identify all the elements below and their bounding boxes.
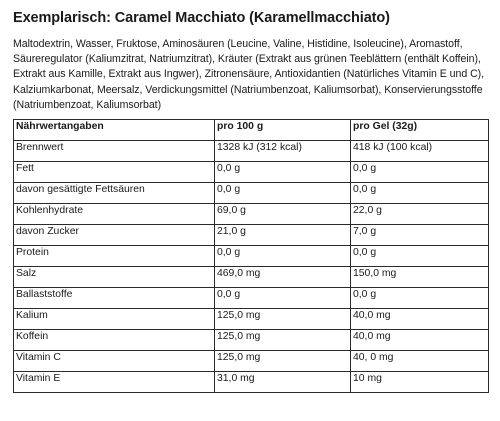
value-per-gel: 7,0 g — [351, 225, 489, 246]
nutrient-name: Koffein — [14, 330, 215, 351]
value-per-100g: 0,0 g — [215, 162, 351, 183]
table-row — [14, 141, 489, 162]
table-row — [14, 288, 489, 309]
nutrient-name: davon gesättigte Fettsäuren — [14, 183, 215, 204]
table-row — [14, 204, 489, 225]
nutrient-name: Protein — [14, 246, 215, 267]
nutrient-name: Fett — [14, 162, 215, 183]
value-per-gel: 0,0 g — [351, 246, 489, 267]
nutrition-table — [13, 119, 489, 393]
header-nutrient: Nährwertangaben — [14, 120, 215, 141]
page-title: Exemplarisch: Caramel Macchiato (Karamellmacchiato) — [13, 10, 390, 26]
value-per-100g: 1328 kJ (312 kcal) — [215, 141, 351, 162]
value-per-100g: 0,0 g — [215, 288, 351, 309]
value-per-gel: 418 kJ (100 kcal) — [351, 141, 489, 162]
table-row — [14, 225, 489, 246]
nutrient-name: Salz — [14, 267, 215, 288]
header-per-100g: pro 100 g — [215, 120, 351, 141]
nutrient-name: Kohlenhydrate — [14, 204, 215, 225]
value-per-gel: 0,0 g — [351, 162, 489, 183]
table-row — [14, 330, 489, 351]
nutrient-name: Vitamin E — [14, 372, 215, 393]
value-per-100g: 0,0 g — [215, 183, 351, 204]
nutrient-name: Kalium — [14, 309, 215, 330]
table-row — [14, 183, 489, 204]
table-row — [14, 351, 489, 372]
table-row — [14, 246, 489, 267]
value-per-100g: 0,0 g — [215, 246, 351, 267]
nutrient-name: Ballaststoffe — [14, 288, 215, 309]
ingredients-line: Säureregulator (Kaliumzitrat, Natriumzitrat), Kräuter (Extrakt aus grünen Teeblättern (enthält Koffein), — [13, 53, 481, 66]
value-per-gel: 0,0 g — [351, 183, 489, 204]
table-row — [14, 267, 489, 288]
ingredients-line: (Natriumbenzoat, Kaliumsorbat) — [13, 98, 162, 111]
value-per-100g: 69,0 g — [215, 204, 351, 225]
value-per-gel: 40, 0 mg — [351, 351, 489, 372]
value-per-gel: 40,0 mg — [351, 330, 489, 351]
ingredients-text — [13, 37, 488, 113]
ingredients-line: Extrakt aus Kamille, Extrakt aus Ingwer), Zitronensäure, Antioxidantien (Natürliches Vitamin E und C), — [13, 68, 485, 81]
value-per-gel: 22,0 g — [351, 204, 489, 225]
header-per-gel: pro Gel (32g) — [351, 120, 489, 141]
value-per-100g: 31,0 mg — [215, 372, 351, 393]
nutrient-name: Brennwert — [14, 141, 215, 162]
value-per-100g: 125,0 mg — [215, 351, 351, 372]
table-row — [14, 309, 489, 330]
value-per-gel: 10 mg — [351, 372, 489, 393]
value-per-gel: 0,0 g — [351, 288, 489, 309]
value-per-100g: 125,0 mg — [215, 330, 351, 351]
nutrient-name: Vitamin C — [14, 351, 215, 372]
ingredients-line: Maltodextrin, Wasser, Fruktose, Aminosäuren (Leucine, Valine, Histidine, Isoleucine), Aromastoff, — [13, 38, 463, 50]
value-per-100g: 469,0 mg — [215, 267, 351, 288]
value-per-gel: 40,0 mg — [351, 309, 489, 330]
ingredients-line: Kalziumkarbonat, Meersalz, Verdickungsmittel (Natriumbenzoat, Kaliumsorbat), Konservierungsstoffe — [13, 83, 483, 96]
value-per-100g: 21,0 g — [215, 225, 351, 246]
value-per-gel: 150,0 mg — [351, 267, 489, 288]
value-per-100g: 125,0 mg — [215, 309, 351, 330]
nutrient-name: davon Zucker — [14, 225, 215, 246]
table-row — [14, 162, 489, 183]
table-header-row — [14, 120, 489, 141]
table-row — [14, 372, 489, 393]
